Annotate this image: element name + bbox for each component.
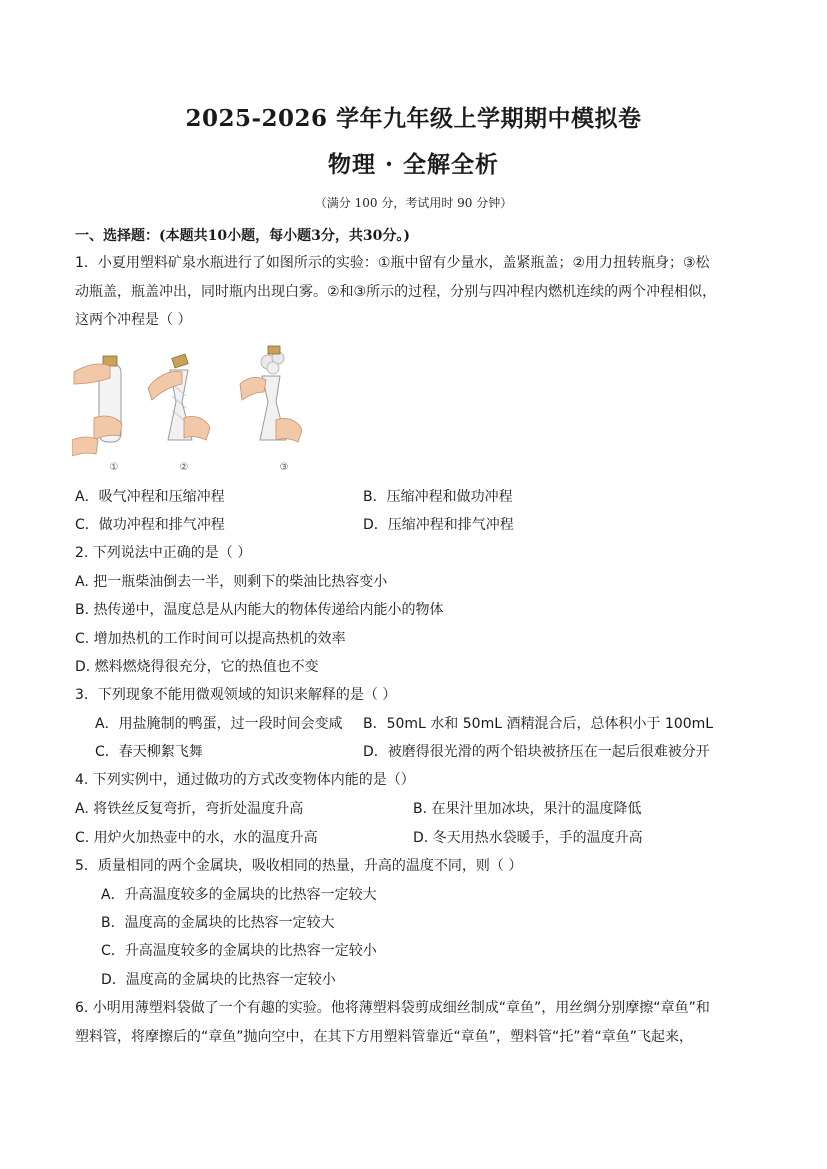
bottle-3-illustration bbox=[240, 346, 302, 442]
q1-option-d: D．压缩冲程和排气冲程 bbox=[363, 517, 514, 533]
q6-line2: 塑料管，将摩擦后的“章鱼”抛向空中，在其下方用塑料管靠近“章鱼”，塑料管“托”着“章鱼”飞起来， bbox=[75, 1029, 694, 1045]
exam-subtitle: 物理 · 全解全析 bbox=[327, 151, 500, 178]
q2-option-c: C. 增加热机的工作时间可以提高热机的效率 bbox=[75, 631, 346, 647]
q5-option-d: D．温度高的金属块的比热容一定较小 bbox=[101, 972, 336, 988]
q2-option-d: D. 燃料燃烧得很充分，它的热值也不变 bbox=[75, 659, 319, 675]
q3-option-b: B．50mL 水和 50mL 酒精混合后，总体积小于 100mL bbox=[363, 716, 714, 732]
q1-option-b: B．压缩冲程和做功冲程 bbox=[363, 489, 513, 505]
q1-line1: 1．小夏用塑料矿泉水瓶进行了如图所示的实验：①瓶中留有少量水，盖紧瓶盖；②用力扭转瓶身；③松 bbox=[75, 255, 710, 271]
q5-option-a: A．升高温度较多的金属块的比热容一定较大 bbox=[101, 887, 377, 903]
q3-option-d: D．被磨得很光滑的两个铅块被挤压在一起后很难被分开 bbox=[363, 744, 710, 760]
q3-option-a: A．用盐腌制的鸭蛋，过一段时间会变咸 bbox=[95, 716, 343, 732]
exam-note: （满分 100 分，考试用时 90 分钟） bbox=[314, 196, 513, 210]
q4-option-a: A. 将铁丝反复弯折，弯折处温度升高 bbox=[75, 801, 304, 817]
q2-option-a: A. 把一瓶柴油倒去一半，则剩下的柴油比热容变小 bbox=[75, 574, 388, 590]
q4-option-d: D. 冬天用热水袋暖手，手的温度升高 bbox=[413, 830, 643, 846]
q3-option-c: C．春天柳絮飞舞 bbox=[95, 744, 203, 760]
bottle-2-illustration bbox=[148, 354, 210, 440]
figure-label-3: ③ bbox=[279, 462, 289, 473]
q4-stem: 4. 下列实例中，通过做功的方式改变物体内能的是（） bbox=[75, 772, 415, 788]
q4-option-b: B. 在果汁里加冰块，果汁的温度降低 bbox=[413, 801, 642, 817]
q5-stem: 5．质量相同的两个金属块，吸收相同的热量，升高的温度不同，则（ ） bbox=[75, 858, 523, 874]
q1-option-a: A．吸气冲程和压缩冲程 bbox=[75, 489, 225, 505]
q5-option-c: C．升高温度较多的金属块的比热容一定较小 bbox=[101, 943, 377, 959]
figure-label-1: ① bbox=[109, 462, 119, 473]
q6-line1: 6. 小明用薄塑料袋做了一个有趣的实验。他将薄塑料袋剪成细丝制成“章鱼”，用丝绸分别摩擦“章鱼”和 bbox=[75, 1000, 710, 1016]
figure-label-2: ② bbox=[179, 462, 189, 473]
bottle-experiment-figure bbox=[72, 344, 302, 476]
exam-title: 2025-2026 学年九年级上学期期中模拟卷 bbox=[185, 105, 642, 132]
q2-option-b: B. 热传递中，温度总是从内能大的物体传递给内能小的物体 bbox=[75, 602, 444, 618]
q1-option-c: C．做功冲程和排气冲程 bbox=[75, 517, 225, 533]
q2-stem: 2. 下列说法中正确的是（ ） bbox=[75, 545, 252, 561]
bottle-1-illustration bbox=[72, 356, 122, 456]
q1-line2: 动瓶盖，瓶盖冲出，同时瓶内出现白雾。②和③所示的过程，分别与四冲程内燃机连续的两个冲程相似， bbox=[75, 284, 717, 300]
q5-option-b: B．温度高的金属块的比热容一定较大 bbox=[101, 915, 335, 931]
q3-stem: 3．下列现象不能用微观领域的知识来解释的是（ ） bbox=[75, 687, 397, 703]
q4-option-c: C. 用炉火加热壶中的水，水的温度升高 bbox=[75, 830, 318, 846]
section-heading: 一、选择题：(本题共10小题，每小题3分，共30分。) bbox=[75, 228, 410, 244]
q1-line3: 这两个冲程是（ ） bbox=[75, 312, 192, 328]
